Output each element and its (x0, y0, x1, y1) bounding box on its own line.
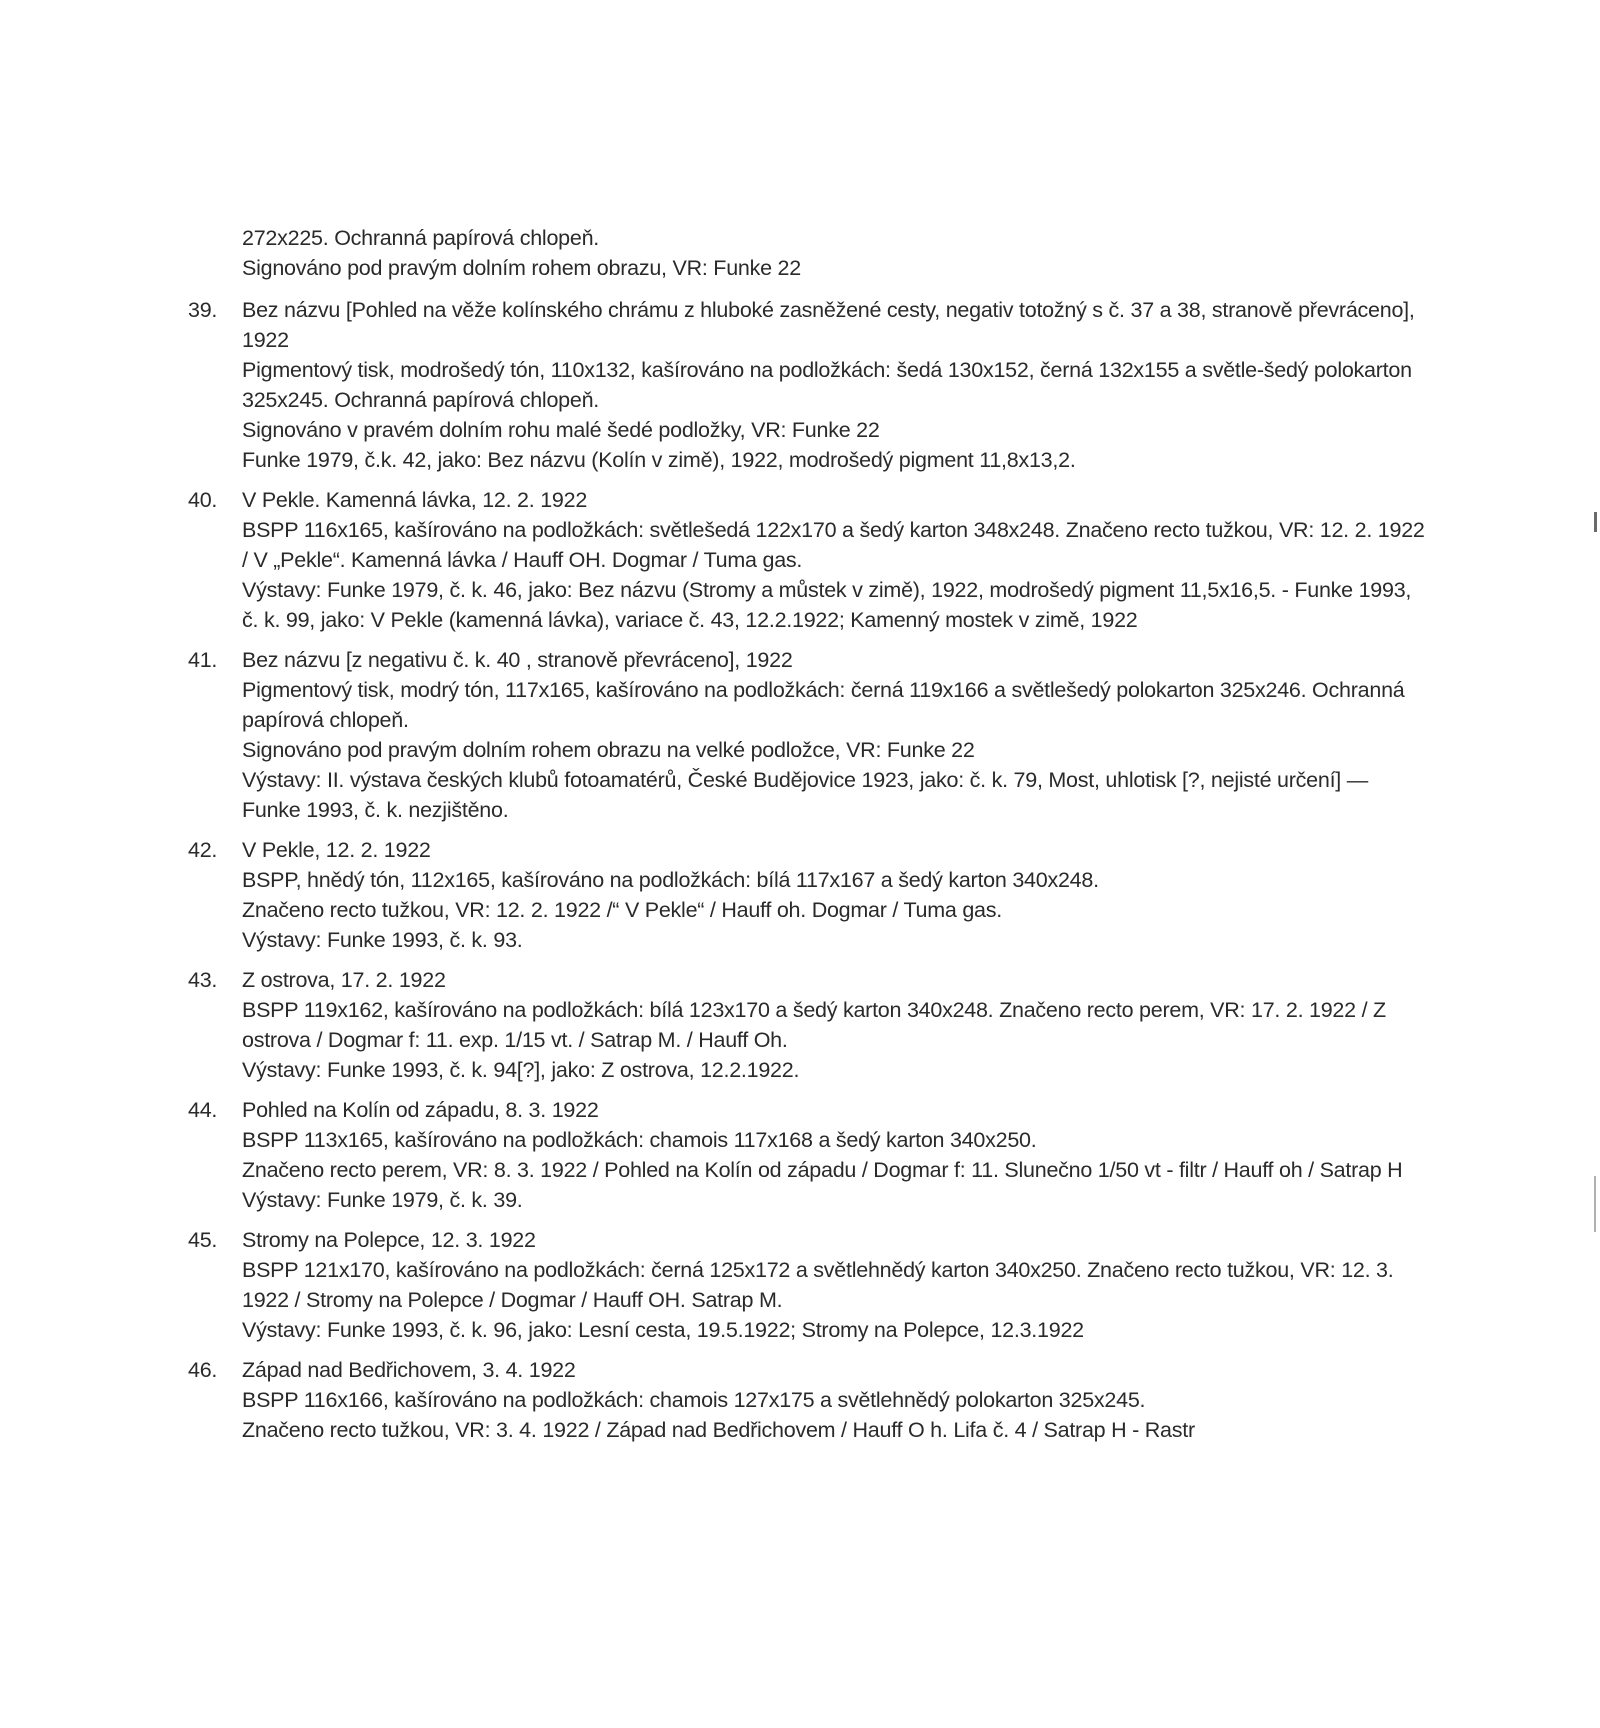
entry-title: V Pekle. Kamenná lávka, 12. 2. 1922 (242, 488, 588, 512)
catalog-entry (188, 645, 1428, 825)
catalog-entry (188, 1095, 1428, 1215)
entry-line: BSPP 116x165, kašírováno na podložkách: světlešedá 122x170 a šedý karton 348x248. Značeno recto tužkou, VR: 12. 2. 1922 / V „Pekle“. Kamenná lávka / Hauff OH. Dogmar / Tuma gas. (242, 518, 1425, 572)
entry-line: Pigmentový tisk, modrošedý tón, 110x132, kašírováno na podložkách: šedá 130x152, černá 132x155 a světle-šedý polokarton 325x245. Ochranná papírová chlopeň. (242, 358, 1412, 412)
catalog-entry (188, 965, 1428, 1085)
entry-line: Výstavy: Funke 1979, č. k. 46, jako: Bez názvu (Stromy a můstek v zimě), 1922, modrošedý pigment 11,5x16,5. - Funke 1993, č. k. 99, jako: V Pekle (kamenná lávka), variace č. 43, 12.2.1922; Kamenný mostek v zimě, 1922 (242, 578, 1412, 632)
page-edge-mark (1594, 1176, 1596, 1232)
entry-line: BSPP 119x162, kašírováno na podložkách: bílá 123x170 a šedý karton 340x248. Značeno recto perem, VR: 17. 2. 1922 / Z ostrova / Dogmar f: 11. exp. 1/15 vt. / Satrap M. / Hauff Oh. (242, 998, 1386, 1052)
catalog-entry (188, 1225, 1428, 1345)
catalog-entry (188, 1355, 1428, 1445)
catalog-entries (188, 223, 1428, 1455)
entry-number: 46. (188, 1358, 218, 1382)
entry-number: 43. (188, 968, 218, 992)
entry-title: Stromy na Polepce, 12. 3. 1922 (242, 1228, 536, 1252)
entry-title: Bez názvu [Pohled na věže kolínského chrámu z hluboké zasněžené cesty, negativ totožný s č. 37 a 38, stranově převráceno], 1922 (242, 298, 1415, 352)
entry-number: 41. (188, 648, 218, 672)
entry-number: 42. (188, 838, 218, 862)
entry-line: Signováno pod pravým dolním rohem obrazu na velké podložce, VR: Funke 22 (242, 738, 975, 762)
entry-line: Výstavy: Funke 1979, č. k. 39. (242, 1188, 523, 1212)
entry-title: Pohled na Kolín od západu, 8. 3. 1922 (242, 1098, 599, 1122)
entry-line: Značeno recto tužkou, VR: 3. 4. 1922 / Západ nad Bedřichovem / Hauff O h. Lifa č. 4 / Satrap H - Rastr (242, 1418, 1195, 1442)
entry-line: Pigmentový tisk, modrý tón, 117x165, kašírováno na podložkách: černá 119x166 a světlešedý polokarton 325x246. Ochranná papírová chlopeň. (242, 678, 1405, 732)
entry-line: Funke 1979, č.k. 42, jako: Bez názvu (Kolín v zimě), 1922, modrošedý pigment 11,8x13,2. (242, 448, 1076, 472)
entry-line: BSPP 121x170, kašírováno na podložkách: černá 125x172 a světlehnědý karton 340x250. Značeno recto tužkou, VR: 12. 3. 1922 / Stromy na Polepce / Dogmar / Hauff OH. Satrap M. (242, 1258, 1394, 1312)
entry-number: 40. (188, 488, 218, 512)
entry-line: Výstavy: Funke 1993, č. k. 93. (242, 928, 523, 952)
entry-line: Značeno recto perem, VR: 8. 3. 1922 / Pohled na Kolín od západu / Dogmar f: 11. Slunečno 1/50 vt - filtr / Hauff oh / Satrap H (242, 1158, 1403, 1182)
catalog-entry (188, 295, 1428, 475)
catalog-entry (188, 223, 1428, 283)
entry-line: BSPP 113x165, kašírováno na podložkách: chamois 117x168 a šedý karton 340x250. (242, 1128, 1037, 1152)
entry-title: Z ostrova, 17. 2. 1922 (242, 968, 446, 992)
entry-line: Signováno pod pravým dolním rohem obrazu, VR: Funke 22 (242, 256, 801, 280)
entry-line: Značeno recto tužkou, VR: 12. 2. 1922 /“ V Pekle“ / Hauff oh. Dogmar / Tuma gas. (242, 898, 1002, 922)
catalog-entry (188, 485, 1428, 635)
entry-line: Výstavy: Funke 1993, č. k. 94[?], jako: Z ostrova, 12.2.1922. (242, 1058, 800, 1082)
entry-line: Výstavy: Funke 1993, č. k. 96, jako: Lesní cesta, 19.5.1922; Stromy na Polepce, 12.3.1922 (242, 1318, 1084, 1342)
entry-line: BSPP 116x166, kašírováno na podložkách: chamois 127x175 a světlehnědý polokarton 325x245. (242, 1388, 1146, 1412)
entry-line: 272x225. Ochranná papírová chlopeň. (242, 226, 600, 250)
entry-title: Bez názvu [z negativu č. k. 40 , stranově převráceno], 1922 (242, 648, 793, 672)
entry-line: BSPP, hnědý tón, 112x165, kašírováno na podložkách: bílá 117x167 a šedý karton 340x248. (242, 868, 1099, 892)
entry-number: 44. (188, 1098, 218, 1122)
entry-number: 45. (188, 1228, 218, 1252)
entry-title: V Pekle, 12. 2. 1922 (242, 838, 431, 862)
entry-line: Signováno v pravém dolním rohu malé šedé podložky, VR: Funke 22 (242, 418, 880, 442)
page-edge-mark (1594, 512, 1597, 532)
entry-title: Západ nad Bedřichovem, 3. 4. 1922 (242, 1358, 576, 1382)
catalog-entry (188, 835, 1428, 955)
entry-number: 39. (188, 298, 218, 322)
entry-line: Výstavy: II. výstava českých klubů fotoamatérů, České Budějovice 1923, jako: č. k. 79, Most, uhlotisk [?, nejisté určení] — Funke 1993, č. k. nezjištěno. (242, 768, 1369, 822)
